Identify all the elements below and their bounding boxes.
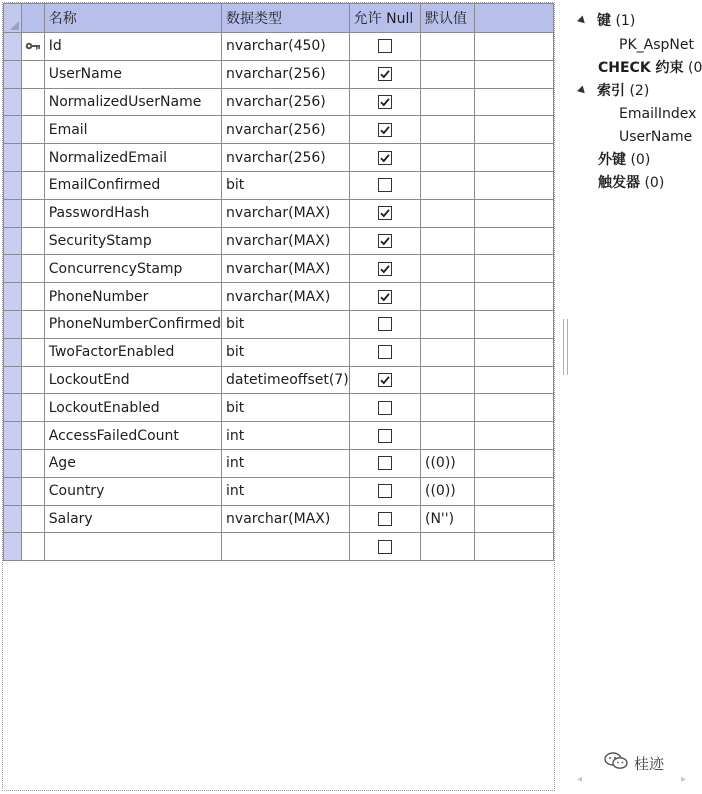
column-name-cell[interactable]: Age — [44, 449, 221, 477]
row-icon-cell — [22, 199, 44, 227]
checkmark-icon — [379, 96, 391, 108]
row-filler-cell — [475, 33, 554, 61]
allow-null-checkbox[interactable] — [378, 262, 392, 276]
check-node[interactable] — [598, 57, 702, 79]
row-icon-cell — [22, 394, 44, 422]
default-value-cell[interactable] — [421, 255, 475, 283]
column-row[interactable] — [4, 394, 554, 422]
data-type-cell[interactable]: bit — [222, 338, 350, 366]
allow-null-cell — [349, 422, 420, 450]
data-type-cell[interactable]: nvarchar(MAX) — [222, 283, 350, 311]
allow-null-cell — [349, 227, 420, 255]
row-selector[interactable] — [4, 505, 22, 533]
index-item[interactable]: EmailIndex — [619, 106, 697, 122]
triggers-node[interactable] — [598, 172, 664, 194]
data-type-cell[interactable]: bit — [222, 171, 350, 199]
foreign-keys-node[interactable] — [598, 149, 650, 171]
column-name-cell[interactable]: LockoutEnabled — [44, 394, 221, 422]
column-row[interactable] — [4, 60, 554, 88]
row-filler-cell — [475, 422, 554, 450]
row-filler-cell — [475, 477, 554, 505]
key-item[interactable]: PK_AspNet — [619, 37, 694, 53]
column-name-cell[interactable]: NormalizedUserName — [44, 88, 221, 116]
default-value-cell[interactable] — [421, 533, 475, 561]
row-icon-cell — [22, 366, 44, 394]
row-filler-cell — [475, 116, 554, 144]
collapse-arrow-icon[interactable] — [577, 85, 588, 96]
column-row[interactable] — [4, 171, 554, 199]
default-value-cell[interactable] — [421, 422, 475, 450]
row-filler-cell — [475, 144, 554, 172]
row-icon-cell — [22, 88, 44, 116]
column-name-cell[interactable]: LockoutEnd — [44, 366, 221, 394]
row-filler-cell — [475, 449, 554, 477]
row-selector[interactable] — [4, 338, 22, 366]
row-filler-cell — [475, 171, 554, 199]
data-type-cell[interactable]: int — [222, 422, 350, 450]
row-icon-cell — [22, 171, 44, 199]
column-row[interactable] — [4, 505, 554, 533]
row-filler-cell — [475, 394, 554, 422]
row-icon-cell — [22, 60, 44, 88]
triggers-count: (0) — [644, 175, 665, 191]
row-selector[interactable] — [4, 394, 22, 422]
allow-null-checkbox[interactable] — [378, 484, 392, 498]
check-count: (0 — [688, 60, 702, 76]
data-type-cell[interactable]: datetimeoffset(7) — [222, 366, 350, 394]
header-data-type[interactable]: 数据类型 — [222, 4, 350, 33]
default-value-cell[interactable]: (N'') — [421, 505, 475, 533]
allow-null-checkbox[interactable] — [378, 540, 392, 554]
indexes-count: (2) — [629, 83, 650, 99]
checkmark-icon — [379, 235, 391, 247]
header-default[interactable]: 默认值 — [421, 4, 475, 33]
row-icon-cell — [22, 283, 44, 311]
allow-null-checkbox[interactable] — [378, 373, 392, 387]
data-type-cell[interactable]: nvarchar(450) — [222, 33, 350, 61]
row-filler-cell — [475, 283, 554, 311]
allow-null-cell — [349, 366, 420, 394]
header-name[interactable]: 名称 — [44, 4, 221, 33]
allow-null-cell — [349, 394, 420, 422]
allow-null-cell — [349, 255, 420, 283]
checkmark-icon — [379, 207, 391, 219]
row-filler-cell — [475, 338, 554, 366]
table-properties-pane — [571, 2, 702, 791]
column-row[interactable] — [4, 88, 554, 116]
allow-null-checkbox[interactable] — [378, 401, 392, 415]
header-icon-col — [22, 4, 44, 33]
row-selector[interactable] — [4, 477, 22, 505]
column-name-cell[interactable]: Salary — [44, 505, 221, 533]
column-row[interactable] — [4, 116, 554, 144]
row-selector[interactable] — [4, 366, 22, 394]
column-name-cell[interactable]: AccessFailedCount — [44, 422, 221, 450]
allow-null-cell — [349, 88, 420, 116]
row-selector[interactable] — [4, 33, 22, 61]
column-name-cell[interactable]: Id — [44, 33, 221, 61]
row-selector[interactable] — [4, 533, 22, 561]
column-row[interactable] — [4, 199, 554, 227]
columns-grid-pane — [2, 2, 555, 791]
data-type-cell[interactable]: nvarchar(256) — [222, 88, 350, 116]
column-row[interactable] — [4, 255, 554, 283]
row-icon-cell — [22, 227, 44, 255]
check-label: CHECK 约束 — [598, 60, 684, 76]
allow-null-cell — [349, 338, 420, 366]
row-filler-cell — [475, 227, 554, 255]
row-selector[interactable] — [4, 255, 22, 283]
default-value-cell[interactable] — [421, 366, 475, 394]
allow-null-cell — [349, 477, 420, 505]
row-filler-cell — [475, 199, 554, 227]
keys-count: (1) — [615, 13, 636, 29]
row-filler-cell — [475, 255, 554, 283]
allow-null-cell — [349, 60, 420, 88]
data-type-cell[interactable]: int — [222, 449, 350, 477]
column-name-cell[interactable] — [44, 533, 221, 561]
allow-null-cell — [349, 144, 420, 172]
allow-null-checkbox[interactable] — [378, 67, 392, 81]
column-name-cell[interactable]: PhoneNumberConfirmed — [44, 310, 221, 338]
column-name-cell[interactable]: PhoneNumber — [44, 283, 221, 311]
column-name-cell[interactable]: UserName — [44, 60, 221, 88]
default-value-cell[interactable] — [421, 227, 475, 255]
scroll-left-icon[interactable]: ◂ — [577, 774, 583, 785]
row-icon-cell — [22, 533, 44, 561]
keys-node[interactable] — [579, 10, 635, 32]
column-row[interactable] — [4, 477, 554, 505]
row-icon-cell — [22, 144, 44, 172]
allow-null-checkbox[interactable] — [378, 39, 392, 53]
row-selector[interactable] — [4, 88, 22, 116]
header-allow-null[interactable]: 允许 Null — [349, 4, 420, 33]
row-filler-cell — [475, 60, 554, 88]
default-value-cell[interactable] — [421, 310, 475, 338]
column-name-cell[interactable]: NormalizedEmail — [44, 144, 221, 172]
allow-null-checkbox[interactable] — [378, 151, 392, 165]
row-selector[interactable] — [4, 116, 22, 144]
checkmark-icon — [379, 152, 391, 164]
column-row[interactable] — [4, 33, 554, 61]
column-row[interactable] — [4, 227, 554, 255]
column-row[interactable] — [4, 310, 554, 338]
row-selector[interactable] — [4, 310, 22, 338]
column-name-cell[interactable]: SecurityStamp — [44, 227, 221, 255]
allow-null-checkbox[interactable] — [378, 234, 392, 248]
row-icon-cell — [22, 310, 44, 338]
default-value-cell[interactable]: ((0)) — [421, 449, 475, 477]
checkmark-icon — [379, 124, 391, 136]
data-type-cell[interactable]: nvarchar(256) — [222, 144, 350, 172]
column-row[interactable] — [4, 144, 554, 172]
row-selector[interactable] — [4, 60, 22, 88]
checkmark-icon — [379, 68, 391, 80]
allow-null-checkbox[interactable] — [378, 206, 392, 220]
data-type-cell[interactable]: nvarchar(MAX) — [222, 255, 350, 283]
column-name-cell[interactable]: Email — [44, 116, 221, 144]
triggers-label: 触发器 — [598, 175, 640, 191]
column-row[interactable] — [4, 338, 554, 366]
row-filler-cell — [475, 310, 554, 338]
data-type-cell[interactable]: nvarchar(MAX) — [222, 199, 350, 227]
allow-null-checkbox[interactable] — [378, 178, 392, 192]
column-name-cell[interactable]: ConcurrencyStamp — [44, 255, 221, 283]
row-icon-cell — [22, 33, 44, 61]
column-name-cell[interactable]: Country — [44, 477, 221, 505]
row-icon-cell — [22, 449, 44, 477]
row-filler-cell — [475, 366, 554, 394]
indexes-label: 索引 — [597, 83, 625, 99]
row-icon-cell — [22, 338, 44, 366]
row-selector[interactable] — [4, 422, 22, 450]
primary-key-icon — [25, 41, 41, 51]
allow-null-cell — [349, 310, 420, 338]
allow-null-checkbox[interactable] — [378, 456, 392, 470]
default-value-cell[interactable] — [421, 394, 475, 422]
row-icon-cell — [22, 422, 44, 450]
column-name-cell[interactable]: PasswordHash — [44, 199, 221, 227]
checkmark-icon — [379, 291, 391, 303]
allow-null-cell — [349, 449, 420, 477]
column-row[interactable] — [4, 533, 554, 561]
row-icon-cell — [22, 255, 44, 283]
wechat-icon — [604, 752, 628, 777]
pane-splitter[interactable] — [558, 2, 570, 791]
data-type-cell[interactable]: nvarchar(256) — [222, 116, 350, 144]
foreign-keys-label: 外键 — [598, 152, 626, 168]
indexes-node[interactable] — [579, 80, 649, 102]
default-value-cell[interactable] — [421, 88, 475, 116]
data-type-cell[interactable]: int — [222, 477, 350, 505]
default-value-cell[interactable] — [421, 338, 475, 366]
foreign-keys-count: (0) — [630, 152, 651, 168]
row-icon-cell — [22, 116, 44, 144]
header-row — [4, 4, 554, 33]
row-filler-cell — [475, 533, 554, 561]
data-type-cell[interactable] — [222, 533, 350, 561]
default-value-cell[interactable] — [421, 116, 475, 144]
allow-null-checkbox[interactable] — [378, 317, 392, 331]
scroll-right-icon[interactable]: ▸ — [680, 774, 686, 785]
default-value-cell[interactable] — [421, 144, 475, 172]
allow-null-checkbox[interactable] — [378, 123, 392, 137]
allow-null-cell — [349, 283, 420, 311]
select-all-corner[interactable] — [4, 4, 22, 33]
column-row[interactable] — [4, 283, 554, 311]
row-selector[interactable] — [4, 449, 22, 477]
allow-null-checkbox[interactable] — [378, 429, 392, 443]
keys-label: 键 — [597, 13, 611, 29]
allow-null-cell — [349, 199, 420, 227]
column-row[interactable] — [4, 366, 554, 394]
watermark-text: 桂迹 — [634, 755, 665, 773]
checkmark-icon — [379, 374, 391, 386]
data-type-cell[interactable]: nvarchar(MAX) — [222, 227, 350, 255]
row-selector[interactable] — [4, 227, 22, 255]
default-value-cell[interactable] — [421, 171, 475, 199]
collapse-arrow-icon[interactable] — [577, 15, 588, 26]
row-filler-cell — [475, 88, 554, 116]
column-row[interactable] — [4, 422, 554, 450]
data-type-cell[interactable]: bit — [222, 394, 350, 422]
allow-null-cell — [349, 116, 420, 144]
column-row[interactable] — [4, 449, 554, 477]
allow-null-checkbox[interactable] — [378, 95, 392, 109]
allow-null-checkbox[interactable] — [378, 290, 392, 304]
row-selector[interactable] — [4, 144, 22, 172]
data-type-cell[interactable]: nvarchar(MAX) — [222, 505, 350, 533]
row-icon-cell — [22, 477, 44, 505]
watermark — [604, 752, 664, 776]
splitter-grip[interactable] — [563, 319, 568, 375]
column-name-cell[interactable]: EmailConfirmed — [44, 171, 221, 199]
row-selector[interactable] — [4, 199, 22, 227]
default-value-cell[interactable] — [421, 33, 475, 61]
default-value-cell[interactable] — [421, 60, 475, 88]
row-filler-cell — [475, 505, 554, 533]
row-selector[interactable] — [4, 283, 22, 311]
columns-table — [3, 3, 554, 561]
data-type-cell[interactable]: nvarchar(256) — [222, 60, 350, 88]
allow-null-cell — [349, 533, 420, 561]
default-value-cell[interactable]: ((0)) — [421, 477, 475, 505]
allow-null-checkbox[interactable] — [378, 512, 392, 526]
allow-null-checkbox[interactable] — [378, 345, 392, 359]
checkmark-icon — [379, 263, 391, 275]
index-item[interactable]: UserName — [619, 129, 693, 145]
allow-null-cell — [349, 505, 420, 533]
default-value-cell[interactable] — [421, 283, 475, 311]
column-name-cell[interactable]: TwoFactorEnabled — [44, 338, 221, 366]
allow-null-cell — [349, 171, 420, 199]
row-selector[interactable] — [4, 171, 22, 199]
row-icon-cell — [22, 505, 44, 533]
allow-null-cell — [349, 33, 420, 61]
default-value-cell[interactable] — [421, 199, 475, 227]
data-type-cell[interactable]: bit — [222, 310, 350, 338]
header-filler — [475, 4, 554, 33]
